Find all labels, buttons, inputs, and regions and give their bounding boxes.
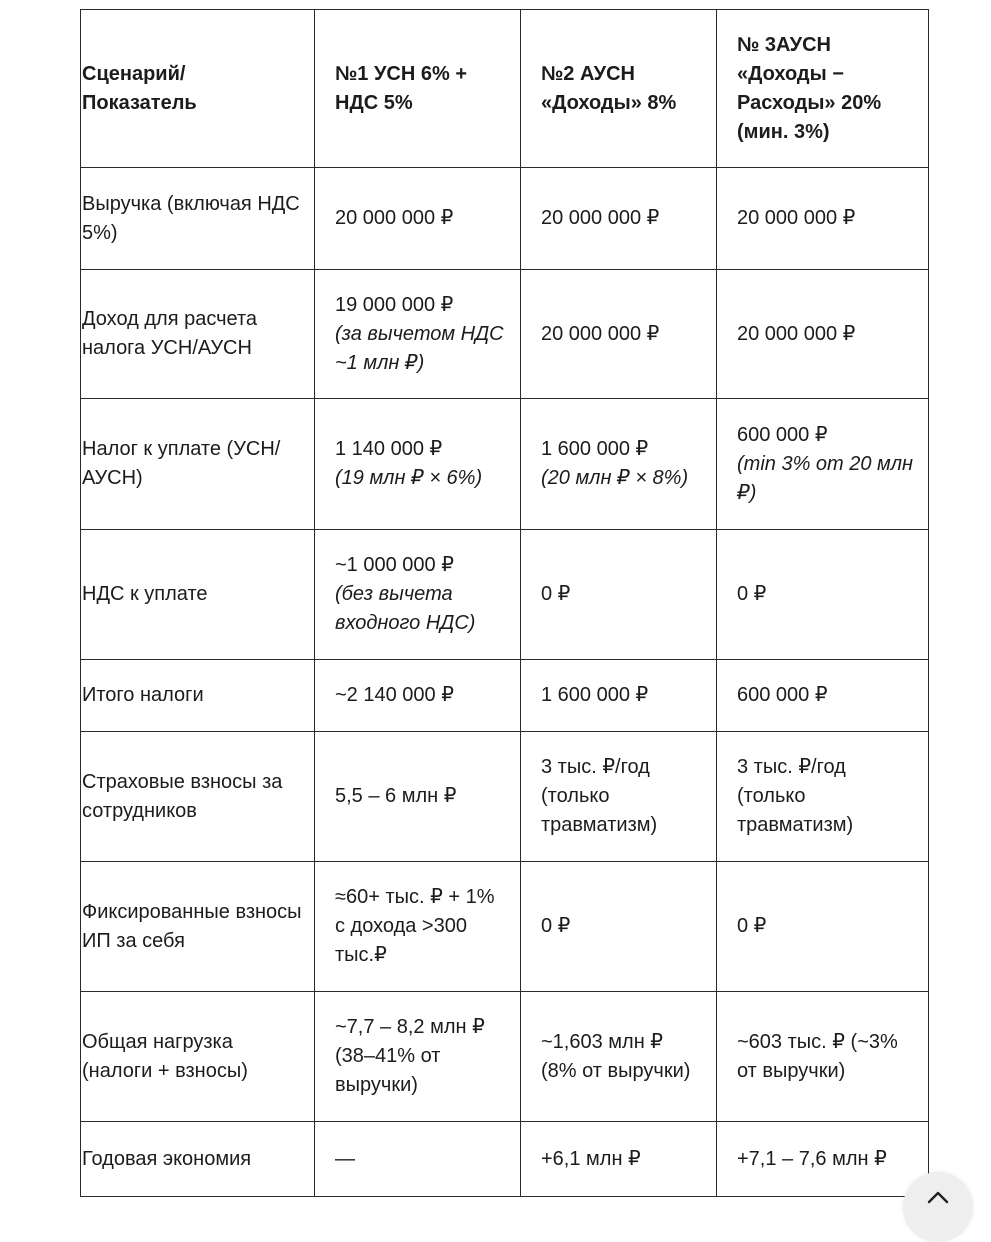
table-row bbox=[81, 1122, 929, 1197]
cell-note: (19 млн ₽ × 6%) bbox=[335, 467, 483, 489]
cell-value: 0 ₽ bbox=[541, 583, 571, 605]
value-cell bbox=[315, 270, 521, 399]
header-scenario-2-text: №2 АУСН «Доходы» 8% bbox=[541, 62, 677, 114]
value-cell bbox=[717, 168, 929, 270]
row-label-cell bbox=[81, 530, 315, 660]
cell-value: 600 000 ₽ bbox=[737, 684, 828, 706]
value-cell bbox=[521, 399, 717, 530]
header-scenario-1-text: №1 УСН 6% + НДС 5% bbox=[335, 62, 468, 114]
row-label: Общая нагрузка (налоги + взносы) bbox=[82, 1030, 248, 1082]
value-cell bbox=[717, 1122, 929, 1197]
cell-value: 20 000 000 ₽ bbox=[541, 322, 660, 345]
value-cell bbox=[521, 1122, 717, 1197]
value-cell bbox=[315, 168, 521, 270]
table-header-row bbox=[81, 10, 929, 168]
cell-value: 3 тыс. ₽/год (только травматизм) bbox=[737, 756, 854, 836]
value-cell bbox=[717, 530, 929, 660]
row-label-cell bbox=[81, 660, 315, 732]
cell-value: ~603 тыс. ₽ (~3% от выручки) bbox=[737, 1030, 898, 1082]
value-cell bbox=[521, 660, 717, 732]
value-cell bbox=[717, 992, 929, 1122]
cell-value: +6,1 млн ₽ bbox=[541, 1147, 641, 1170]
row-label: Фиксированные взносы ИП за себя bbox=[82, 900, 302, 952]
row-label: Страховые взносы за сотрудников bbox=[82, 770, 283, 822]
value-cell bbox=[717, 399, 929, 530]
cell-value: +7,1 – 7,6 млн ₽ bbox=[737, 1147, 887, 1170]
cell-value: 20 000 000 ₽ bbox=[737, 207, 856, 229]
row-label-cell bbox=[81, 1122, 315, 1197]
header-scenario-3-text: № 3АУСН «Доходы − Расходы» 20% (мин. 3%) bbox=[737, 33, 882, 143]
header-cell-scenario-2 bbox=[521, 10, 717, 168]
value-cell bbox=[521, 168, 717, 270]
row-label-cell bbox=[81, 168, 315, 270]
value-cell bbox=[315, 660, 521, 732]
scroll-to-top-button[interactable] bbox=[903, 1172, 973, 1242]
cell-value: 1 600 000 ₽ bbox=[541, 684, 649, 706]
row-label-cell bbox=[81, 862, 315, 992]
cell-value: 20 000 000 ₽ bbox=[541, 207, 660, 229]
table-row bbox=[81, 399, 929, 530]
row-label: Доход для расчета налога УСН/АУСН bbox=[82, 308, 258, 359]
value-cell bbox=[717, 862, 929, 992]
value-cell bbox=[717, 270, 929, 399]
value-cell bbox=[315, 992, 521, 1122]
table-row bbox=[81, 530, 929, 660]
cell-note: (20 млн ₽ × 8%) bbox=[541, 467, 689, 489]
row-label: Годовая экономия bbox=[82, 1147, 252, 1170]
value-cell bbox=[315, 862, 521, 992]
cell-note: (за вычетом НДС ~1 млн ₽) bbox=[335, 322, 504, 374]
tax-comparison-table bbox=[80, 9, 929, 1197]
cell-note: (без вычета входного НДС) bbox=[335, 583, 476, 634]
cell-value: 0 ₽ bbox=[737, 583, 767, 605]
cell-value: ≈60+ тыс. ₽ + 1% с дохода >300 тыс.₽ bbox=[335, 886, 495, 966]
cell-value: 600 000 ₽ bbox=[737, 423, 828, 446]
row-label-cell bbox=[81, 992, 315, 1122]
cell-value: — bbox=[335, 1147, 355, 1170]
row-label: Выручка (включая НДС 5%) bbox=[82, 192, 300, 244]
cell-value: ~2 140 000 ₽ bbox=[335, 684, 454, 706]
table-row bbox=[81, 168, 929, 270]
table-row bbox=[81, 732, 929, 862]
row-label-cell bbox=[81, 270, 315, 399]
row-label-cell bbox=[81, 399, 315, 530]
row-label: Налог к уплате (УСН/АУСН) bbox=[82, 438, 281, 489]
value-cell bbox=[521, 530, 717, 660]
row-label: НДС к уплате bbox=[82, 583, 208, 605]
value-cell bbox=[521, 992, 717, 1122]
header-cell-label bbox=[81, 10, 315, 168]
cell-value: 20 000 000 ₽ bbox=[335, 207, 454, 229]
cell-note: (min 3% от 20 млн ₽) bbox=[737, 452, 914, 504]
table-row bbox=[81, 992, 929, 1122]
table-row bbox=[81, 660, 929, 732]
cell-value: 1 600 000 ₽ bbox=[541, 438, 649, 460]
cell-value: 20 000 000 ₽ bbox=[737, 322, 856, 345]
cell-value: ~1,603 млн ₽ (8% от выручки) bbox=[541, 1030, 691, 1082]
cell-value: 0 ₽ bbox=[541, 915, 571, 937]
table-row bbox=[81, 270, 929, 399]
chevron-up-icon bbox=[927, 1190, 949, 1204]
table-row bbox=[81, 862, 929, 992]
value-cell bbox=[717, 660, 929, 732]
row-label: Итого налоги bbox=[82, 684, 204, 706]
value-cell bbox=[521, 270, 717, 399]
header-cell-scenario-3 bbox=[717, 10, 929, 168]
cell-value: ~7,7 – 8,2 млн ₽ (38–41% от выручки) bbox=[335, 1016, 485, 1096]
cell-value: 5,5 – 6 млн ₽ bbox=[335, 785, 457, 807]
header-cell-scenario-1 bbox=[315, 10, 521, 168]
cell-value: ~1 000 000 ₽ bbox=[335, 554, 454, 576]
header-label-text: Сценарий/ Показатель bbox=[82, 62, 197, 114]
cell-value: 1 140 000 ₽ bbox=[335, 438, 443, 460]
value-cell bbox=[315, 530, 521, 660]
value-cell bbox=[717, 732, 929, 862]
value-cell bbox=[315, 399, 521, 530]
cell-value: 19 000 000 ₽ bbox=[335, 293, 454, 316]
row-label-cell bbox=[81, 732, 315, 862]
value-cell bbox=[521, 862, 717, 992]
cell-value: 3 тыс. ₽/год (только травматизм) bbox=[541, 756, 658, 836]
value-cell bbox=[315, 732, 521, 862]
value-cell bbox=[315, 1122, 521, 1197]
value-cell bbox=[521, 732, 717, 862]
cell-value: 0 ₽ bbox=[737, 915, 767, 937]
